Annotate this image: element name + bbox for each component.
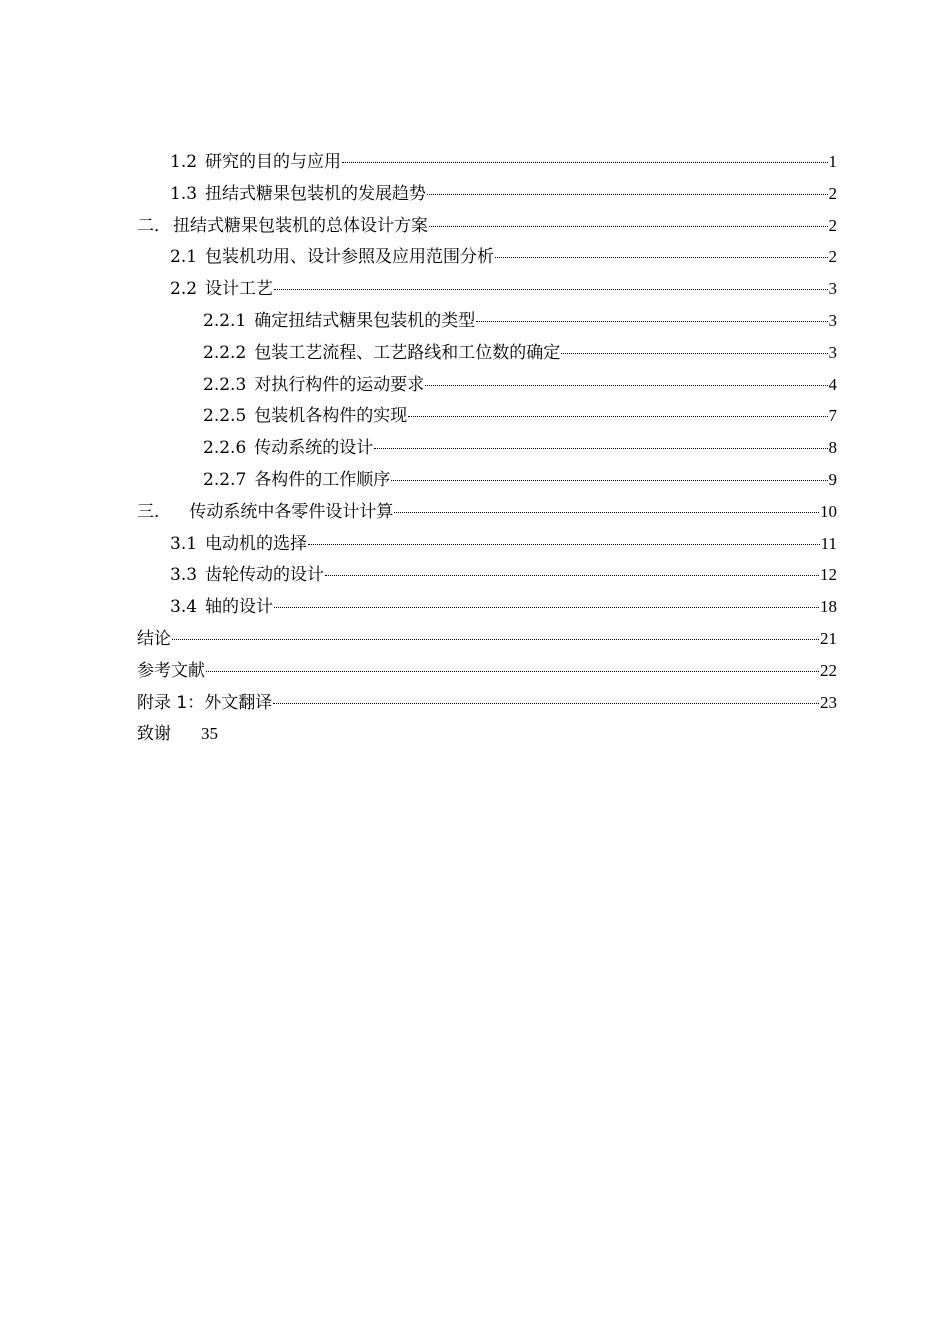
toc-entry-title: 对执行构件的运动要求 <box>254 374 425 395</box>
toc-entry-page-number: 3 <box>828 342 837 362</box>
toc-dot-leader <box>476 320 827 322</box>
toc-entry-number: 三. <box>137 501 160 522</box>
toc-entry[interactable] <box>137 496 837 528</box>
toc-entry-page-number: 3 <box>828 279 837 299</box>
toc-entry-page-number: 23 <box>820 692 837 712</box>
toc-entry-title: 传动系统的设计 <box>254 438 374 459</box>
toc-entry-page-number: 10 <box>820 501 837 521</box>
toc-entry[interactable] <box>203 369 837 401</box>
toc-entry-title: 包装机功用、设计参照及应用范围分析 <box>205 247 495 268</box>
toc-entry-title: 结论 <box>137 629 171 649</box>
toc-entry-number: 2.2.5 <box>203 406 247 427</box>
toc-entry[interactable] <box>170 241 837 273</box>
toc-entry[interactable] <box>203 305 837 337</box>
toc-dot-leader <box>308 543 820 545</box>
toc-entry-page-number: 3 <box>828 311 837 330</box>
toc-entry[interactable] <box>137 623 837 655</box>
toc-entry-page-number: 21 <box>820 629 837 648</box>
toc-entry-title: 设计工艺 <box>205 279 274 300</box>
toc-entry-page-number: 1 <box>828 152 837 171</box>
toc-entry-title: 齿轮传动的设计 <box>205 565 325 586</box>
toc-entry-title: 致谢 <box>137 724 171 745</box>
toc-entry-title: 参考文献 <box>137 660 205 681</box>
toc-entry-page-number: 2 <box>828 215 837 235</box>
toc-entry-page-number: 18 <box>820 597 837 617</box>
toc-dot-leader <box>274 288 827 290</box>
toc-entry-title: 扭结式糖果包装机的发展趋势 <box>205 183 427 204</box>
toc-entry-page-number: 7 <box>828 406 837 426</box>
toc-entry-number: 2.2.1 <box>203 311 247 331</box>
toc-entry-number: 2.1 <box>170 247 198 268</box>
toc-entry-page-number: 35 <box>201 724 218 744</box>
toc-entry-title: 研究的目的与应用 <box>205 152 342 172</box>
toc-entry[interactable] <box>137 655 837 687</box>
toc-dot-leader <box>206 670 819 672</box>
toc-dot-leader <box>374 447 827 449</box>
toc-entry-number: 2.2.3 <box>203 374 247 395</box>
toc-entry[interactable] <box>203 337 837 369</box>
toc-entry-page-number: 11 <box>820 533 837 553</box>
toc-entry-number: 二． <box>137 215 171 236</box>
toc-dot-leader <box>391 479 827 481</box>
toc-entry-page-number: 8 <box>828 438 837 458</box>
toc-entry-number: 2.2.2 <box>203 342 247 363</box>
toc-entry-number: 2.2 <box>170 279 198 300</box>
toc-entry[interactable] <box>203 432 837 464</box>
toc-dot-leader <box>273 702 819 704</box>
toc-entry-page-number: 2 <box>828 183 837 203</box>
toc-dot-leader <box>342 161 827 163</box>
toc-entry[interactable] <box>170 591 837 623</box>
toc-entry-number: 2.2.6 <box>203 438 247 459</box>
toc-entry[interactable] <box>170 528 837 560</box>
toc-entry-title: 电动机的选择 <box>205 533 308 554</box>
toc-entry[interactable] <box>137 687 837 719</box>
toc-entry[interactable] <box>170 178 837 210</box>
toc-dot-leader <box>408 415 827 417</box>
toc-dot-leader <box>427 193 827 195</box>
toc-entry-title: 包装工艺流程、工艺路线和工位数的确定 <box>254 342 561 363</box>
toc-entry-number: 3.3 <box>170 565 198 586</box>
toc-dot-leader <box>495 256 827 258</box>
toc-entry-page-number: 2 <box>828 247 837 267</box>
toc-dot-leader <box>274 606 819 608</box>
toc-entry-page-number: 22 <box>820 660 837 680</box>
toc-entry-acknowledgements[interactable] <box>137 718 218 750</box>
toc-entry-page-number: 9 <box>828 470 837 489</box>
toc-entry-number: 1.2 <box>170 152 198 172</box>
toc-entry-title: 确定扭结式糖果包装机的类型 <box>254 311 476 331</box>
toc-entry-title: 包装机各构件的实现 <box>254 406 408 427</box>
toc-entry[interactable] <box>170 273 837 305</box>
toc-entry-title: 附录 1：外文翻译 <box>137 692 273 713</box>
toc-dot-leader <box>425 384 827 386</box>
toc-entry[interactable] <box>137 210 837 242</box>
toc-entry[interactable] <box>170 559 837 591</box>
toc-entry-title: 轴的设计 <box>205 597 274 618</box>
toc-entry-page-number: 12 <box>820 565 837 585</box>
toc-dot-leader <box>561 352 827 354</box>
toc-entry-number: 3.1 <box>170 533 198 554</box>
toc-entry[interactable] <box>170 146 837 178</box>
toc-dot-leader <box>172 638 819 640</box>
toc-entry-number: 3.4 <box>170 597 198 618</box>
toc-entry-title: 传动系统中各零件设计计算 <box>189 501 394 522</box>
toc-entry-number: 2.2.7 <box>203 470 247 490</box>
toc-dot-leader <box>429 225 828 227</box>
toc-entry-page-number: 4 <box>828 374 837 394</box>
toc-entry-title: 扭结式糖果包装机的总体设计方案 <box>173 215 428 236</box>
toc-entry-title: 各构件的工作顺序 <box>254 470 391 490</box>
toc-dot-leader <box>325 574 819 576</box>
toc-entry-number: 1.3 <box>170 183 198 204</box>
toc-dot-leader <box>394 511 819 513</box>
toc-entry[interactable] <box>203 464 837 496</box>
toc-entry[interactable] <box>203 400 837 432</box>
